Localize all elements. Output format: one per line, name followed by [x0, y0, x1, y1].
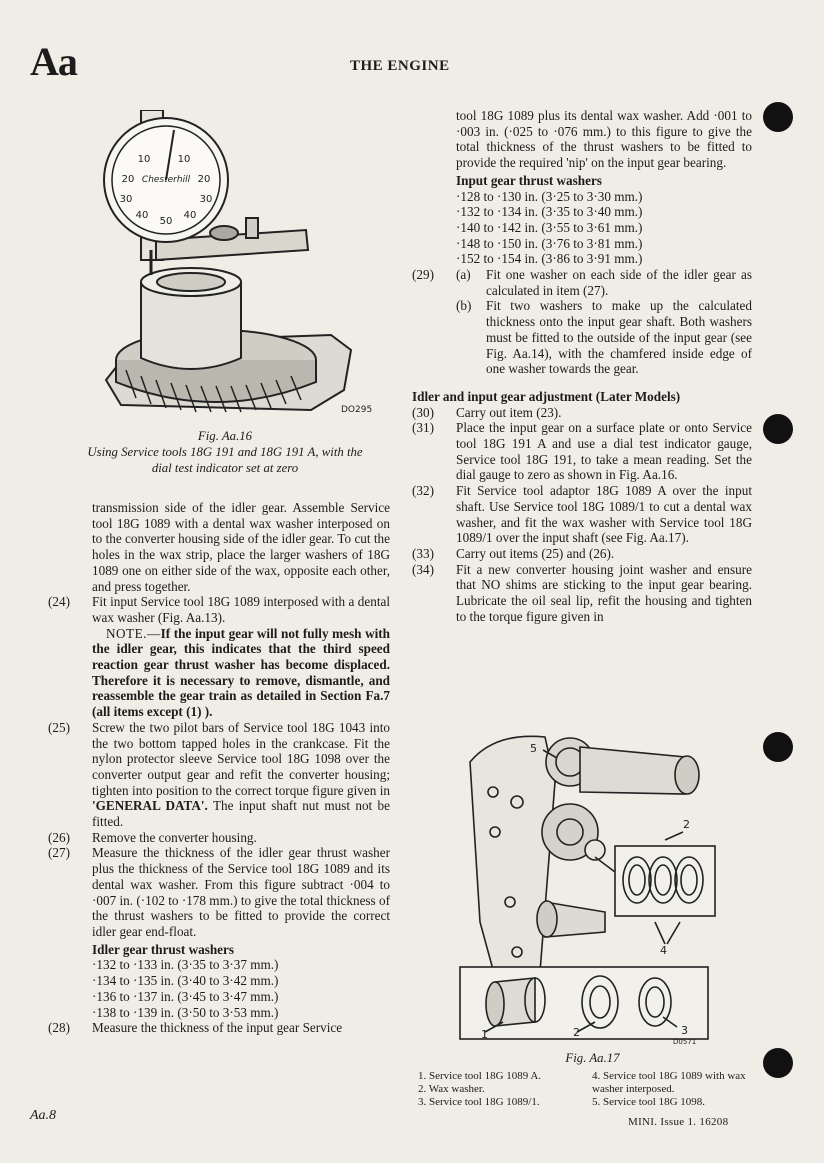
item-number: (27)	[48, 845, 70, 861]
figure-16-label: Fig. Aa.16	[197, 429, 253, 443]
item-number: (26)	[48, 829, 70, 845]
callout-label: 5	[530, 742, 537, 755]
input-washer-list	[456, 189, 752, 268]
intro-paragraph: transmission side of the idler gear. Assemble Service tool 18G 1089 with a dental wax washer interposed on to the converter housing side of the idler gear. To cut the holes in the wax strip, place the larger washers of 18G 1089 one on either side of the wax, opposite each other, and press together.	[92, 500, 390, 594]
binder-hole-4	[763, 1048, 793, 1078]
figure-17-code: D0571	[673, 1038, 697, 1046]
note-paragraph	[92, 626, 390, 720]
binder-hole-2	[763, 414, 793, 444]
item-31	[412, 420, 752, 483]
item-number: (24)	[48, 594, 70, 610]
callout-label: 2	[683, 818, 690, 831]
list-item: ·134 to ·135 in. (3·40 to 3·42 mm.)	[92, 973, 279, 989]
item-26	[48, 830, 390, 846]
dial-number: 40	[183, 210, 197, 221]
legend-item: 4. Service tool 18G 1089 with wax washer interposed.	[592, 1070, 746, 1095]
dial-number: 50	[159, 216, 173, 227]
legend-item: 1. Service tool 18G 1089 A.	[418, 1070, 542, 1082]
issue-note: MINI. Issue 1. 16208	[628, 1116, 729, 1128]
dial-brand: Chesterhill	[141, 175, 191, 185]
item-text: The input shaft nut must not be fitted.	[92, 798, 390, 830]
idler-washer-heading: Idler gear thrust washers	[92, 941, 235, 957]
note-lead: NOTE.—	[106, 625, 161, 641]
callout-label: 4	[660, 944, 667, 957]
item-text: Fit two washers to make up the calculated thickness onto the input gear shaft. Both washers must be fitted to the outside of the input gear (see Fig. Aa.14), with the chamfered inside edge of one washer towards the gear.	[486, 298, 752, 377]
dial-number: 30	[199, 194, 213, 205]
item-text: Remove the converter housing.	[92, 829, 257, 845]
dial-number: 10	[177, 154, 191, 165]
item-30	[412, 405, 752, 421]
continued-paragraph: tool 18G 1089 plus its dental wax washer. Add ·001 to ·003 in. (·025 to ·076 mm.) to this figure to give the total thickness of the thrust washers to be fitted to provide the required 'nip' on the input gear bearing.	[456, 108, 752, 171]
dial-number: 10	[137, 154, 151, 165]
idler-washer-table	[48, 942, 390, 1021]
figure-16-illustration	[96, 110, 416, 420]
later-models-heading: Idler and input gear adjustment (Later Models)	[412, 388, 681, 404]
item-text: Screw the two pilot bars of Service tool 18G 1043 into the two bottom tapped holes in the crankcase. Fit the nylon protector sleeve Service tool 18G 1098 over the converter output gear and refit the converter housing; tighten into position to the correct torque figure given in	[92, 719, 390, 798]
general-data-ref: 'GENERAL DATA'.	[92, 798, 208, 814]
item-text: Fit input Service tool 18G 1089 interposed with a dental wax washer (Fig. Aa.13).	[92, 594, 390, 625]
figure-17-legend-left	[418, 1070, 588, 1109]
item-27	[48, 845, 390, 939]
item-text: Carry out item (23).	[456, 404, 562, 420]
list-item: ·128 to ·130 in. (3·25 to 3·30 mm.)	[456, 188, 643, 204]
dial-number: 30	[119, 194, 133, 205]
item-text: Carry out items (25) and (26).	[456, 545, 615, 561]
figure-16-caption	[60, 428, 390, 476]
sub-label: (a)	[456, 267, 471, 283]
note-body: If the input gear will not fully mesh with the idler gear, this indicates that the third speed reaction gear thrust washer has become displaced. Therefore it is necessary to remove, dismantle, and reassemble the gear train as detailed in Section Fa.7 (all items except (1) ).	[92, 625, 390, 720]
figure-17-illustration	[455, 722, 730, 1047]
callout-label: 3	[681, 1024, 688, 1037]
page-title: THE ENGINE	[350, 58, 450, 74]
item-number: (28)	[48, 1020, 70, 1036]
list-item: ·152 to ·154 in. (3·86 to 3·91 mm.)	[456, 251, 643, 267]
binder-hole-3	[763, 732, 793, 762]
callout-label: 2	[573, 1026, 580, 1039]
item-34	[412, 562, 752, 625]
sub-label: (b)	[456, 298, 472, 314]
list-item: ·148 to ·150 in. (3·76 to 3·81 mm.)	[456, 235, 643, 251]
item-text: Fit a new converter housing joint washer and ensure that NO shims are sticking to the input gear bearing. Lubricate the oil seal lip, refit the housing and tighten to the torque figure given in	[456, 561, 752, 624]
item-24	[48, 594, 390, 625]
dial-number: 20	[197, 174, 211, 185]
item-29a	[456, 267, 752, 298]
dial-number: 40	[135, 210, 149, 221]
dial-number: 20	[121, 174, 135, 185]
list-item: ·138 to ·139 in. (3·50 to 3·53 mm.)	[92, 1004, 279, 1020]
list-item: ·140 to ·142 in. (3·55 to 3·61 mm.)	[456, 219, 643, 235]
figure-16-caption-line: Using Service tools 18G 191 and 18G 191 A, with the	[87, 445, 363, 459]
binder-hole-1	[763, 102, 793, 132]
legend-item: 3. Service tool 18G 1089/1.	[418, 1096, 540, 1108]
item-number: (31)	[412, 420, 434, 436]
item-number: (29)	[412, 267, 434, 283]
figure-17-label: Fig. Aa.17	[565, 1051, 620, 1065]
item-number: (32)	[412, 483, 434, 499]
legend-item: 2. Wax washer.	[418, 1083, 485, 1095]
left-column	[48, 500, 390, 1036]
idler-washer-list	[92, 957, 390, 1020]
item-text: Fit Service tool adaptor 18G 1089 A over the input shaft. Use Service tool 18G 1089/1 to cut a dental wax washer, and fit the wax washer with Service tool 18G 1089/1 over the input shaft (see Fig. Aa.17).	[456, 483, 752, 546]
item-29	[412, 267, 752, 377]
list-item: ·132 to ·134 in. (3·35 to 3·40 mm.)	[456, 204, 643, 220]
item-text: Measure the thickness of the input gear Service	[92, 1020, 343, 1036]
item-25	[48, 720, 390, 830]
item-28	[48, 1020, 390, 1036]
list-item: ·132 to ·133 in. (3·35 to 3·37 mm.)	[92, 957, 279, 973]
item-text: Measure the thickness of the idler gear thrust washer plus the thickness of the Service tool 18G 1089 and its dental wax washer. From this figure subtract ·004 to ·007 in. (·102 to ·178 mm.) to give the total thickness of the thrust washers to be fitted to provide the correct idler gear end-float.	[92, 845, 390, 939]
item-33	[412, 546, 752, 562]
item-29b	[456, 298, 752, 377]
item-number: (34)	[412, 561, 434, 577]
item-32	[412, 483, 752, 546]
item-number: (30)	[412, 404, 434, 420]
note-block	[48, 626, 390, 720]
input-washer-heading: Input gear thrust washers	[456, 172, 602, 188]
item-text: Place the input gear on a surface plate or onto Service tool 18G 191 A and use a dial test indicator gauge, Service tool 18G 191, to take a mean reading. Set the dial gauge to zero as shown in Fig. Aa.16.	[456, 420, 752, 483]
item-number: (25)	[48, 719, 70, 735]
legend-item: 5. Service tool 18G 1098.	[592, 1096, 706, 1108]
figure-16-code: DO295	[341, 405, 373, 415]
callout-label: 1	[481, 1028, 488, 1041]
item-text: Fit one washer on each side of the idler gear as calculated in item (27).	[486, 267, 752, 298]
item-number: (33)	[412, 545, 434, 561]
input-washer-table	[412, 173, 752, 267]
figure-16-caption-line: dial test indicator set at zero	[151, 461, 299, 475]
page-number: Aa.8	[30, 1108, 57, 1123]
list-item: ·136 to ·137 in. (3·45 to 3·47 mm.)	[92, 988, 279, 1004]
figure-17-legend-right	[592, 1070, 757, 1109]
section-mark: Aa	[30, 39, 77, 84]
right-column	[412, 108, 752, 625]
